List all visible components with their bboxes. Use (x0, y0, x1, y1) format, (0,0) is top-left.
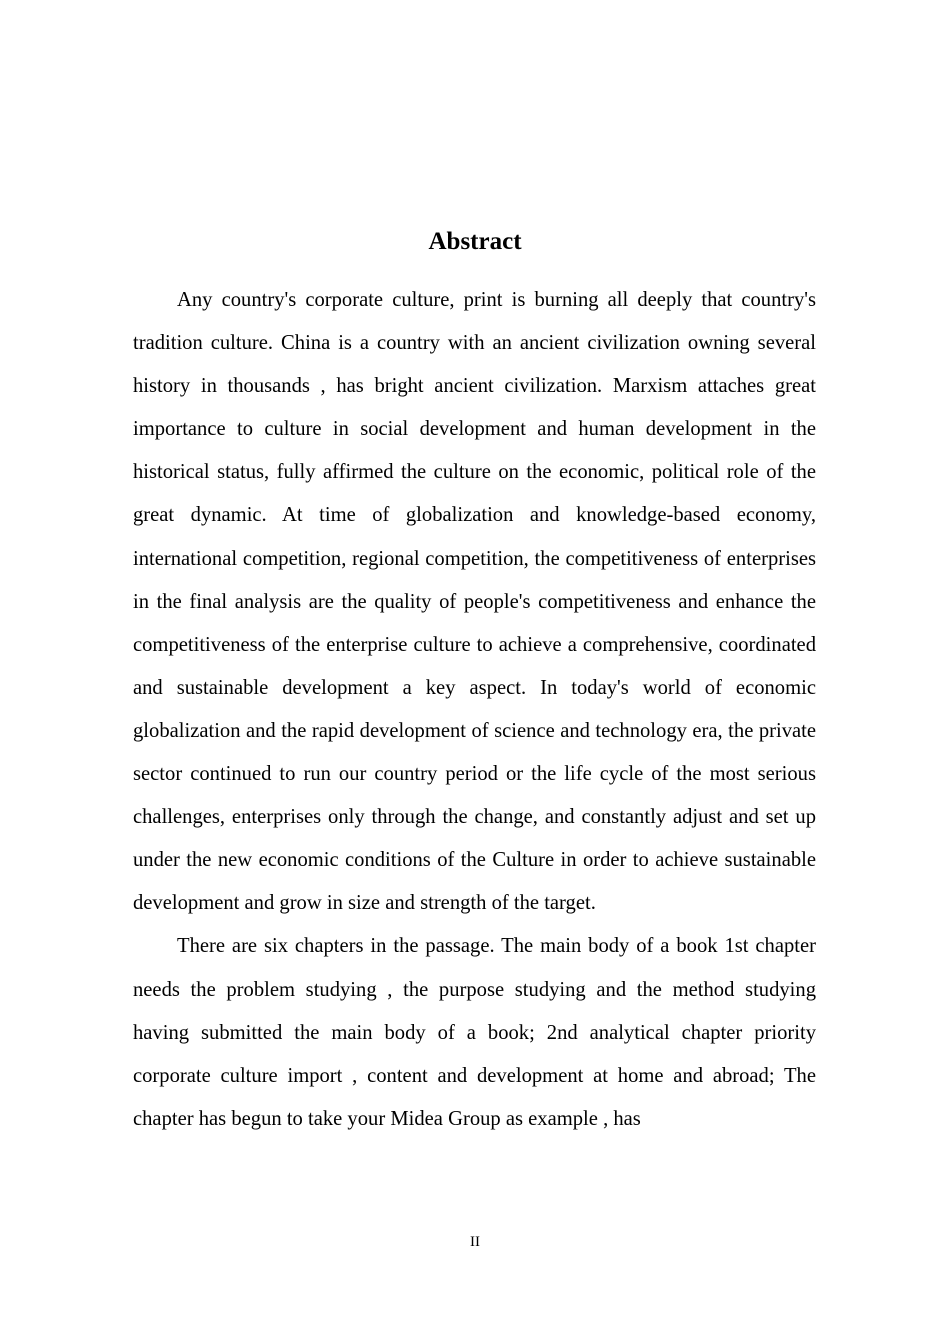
abstract-body (133, 279, 816, 1141)
page-number: II (470, 1234, 480, 1250)
abstract-title: Abstract (428, 228, 522, 255)
abstract-paragraph-1: Any country's corporate culture, print is burning all deeply that country's tradition culture. China is a country with an ancient civilization owning several history in thousands , has bright ancient civilization. Marxism attaches great importance to culture in social development and human development in the historical status, fully affirmed the culture on the economic, political role of the great dynamic. At time of globalization and knowledge-based economy, international competition, regional competition, the competitiveness of enterprises in the final analysis are the quality of people's competitiveness and enhance the competitiveness of the enterprise culture to achieve a comprehensive, coordinated and sustainable development a key aspect. In today's world of economic globalization and the rapid development of science and technology era, the private sector continued to run our country period or the life cycle of the most serious challenges, enterprises only through the change, and constantly adjust and set up under the new economic conditions of the Culture in order to achieve sustainable development and grow in size and strength of the target. (133, 289, 816, 915)
abstract-paragraph-2: There are six chapters in the passage. The main body of a book 1st chapter needs the problem studying , the purpose studying and the method studying having submitted the main body of a book; 2nd analytical chapter priority corporate culture import , content and development at home and abroad; The chapter has begun to take your Midea Group as example , has (133, 935, 816, 1130)
